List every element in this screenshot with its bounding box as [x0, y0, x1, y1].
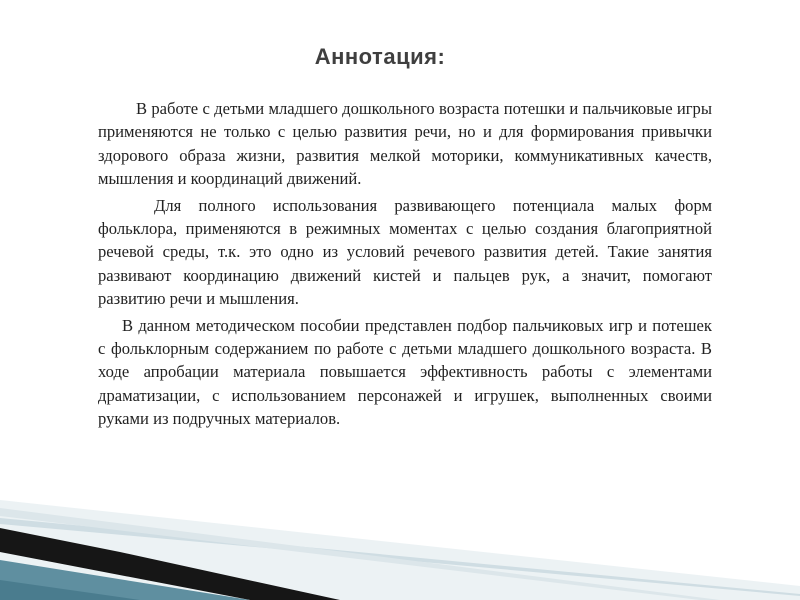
- annotation-paragraph-2: Для полного использования развивающего потенциала малых форм фольклора, применяются в режимных моментах с целью создания благоприятной речевой среды, т.к. это одно из условий речевого развития детей. Такие занятия развивают координацию движений кистей и пальцев рук, а значит, помогают развитию речи и мышления.: [98, 195, 712, 309]
- annotation-body: [98, 97, 712, 434]
- slide-title: Аннотация:: [314, 44, 446, 69]
- decorative-wave-graphic: [0, 490, 800, 600]
- annotation-paragraph-3: В данном методическом пособии представлен подбор пальчиковых игр и потешек с фольклорным содержанием по работе с детьми младшего дошкольного возраста. В ходе апробации материала повышается эффективность работы с элементами драматизации, с использованием персонажей и игрушек, выполненных своими руками из подручных материалов.: [98, 315, 712, 429]
- annotation-paragraph-1: В работе с детьми младшего дошкольного возраста потешки и пальчиковые игры применяются не только с целью развития речи, но и для формирования привычки здорового образа жизни, развития мелкой моторики, коммуникативных качеств, мышления и координаций движений.: [98, 99, 712, 189]
